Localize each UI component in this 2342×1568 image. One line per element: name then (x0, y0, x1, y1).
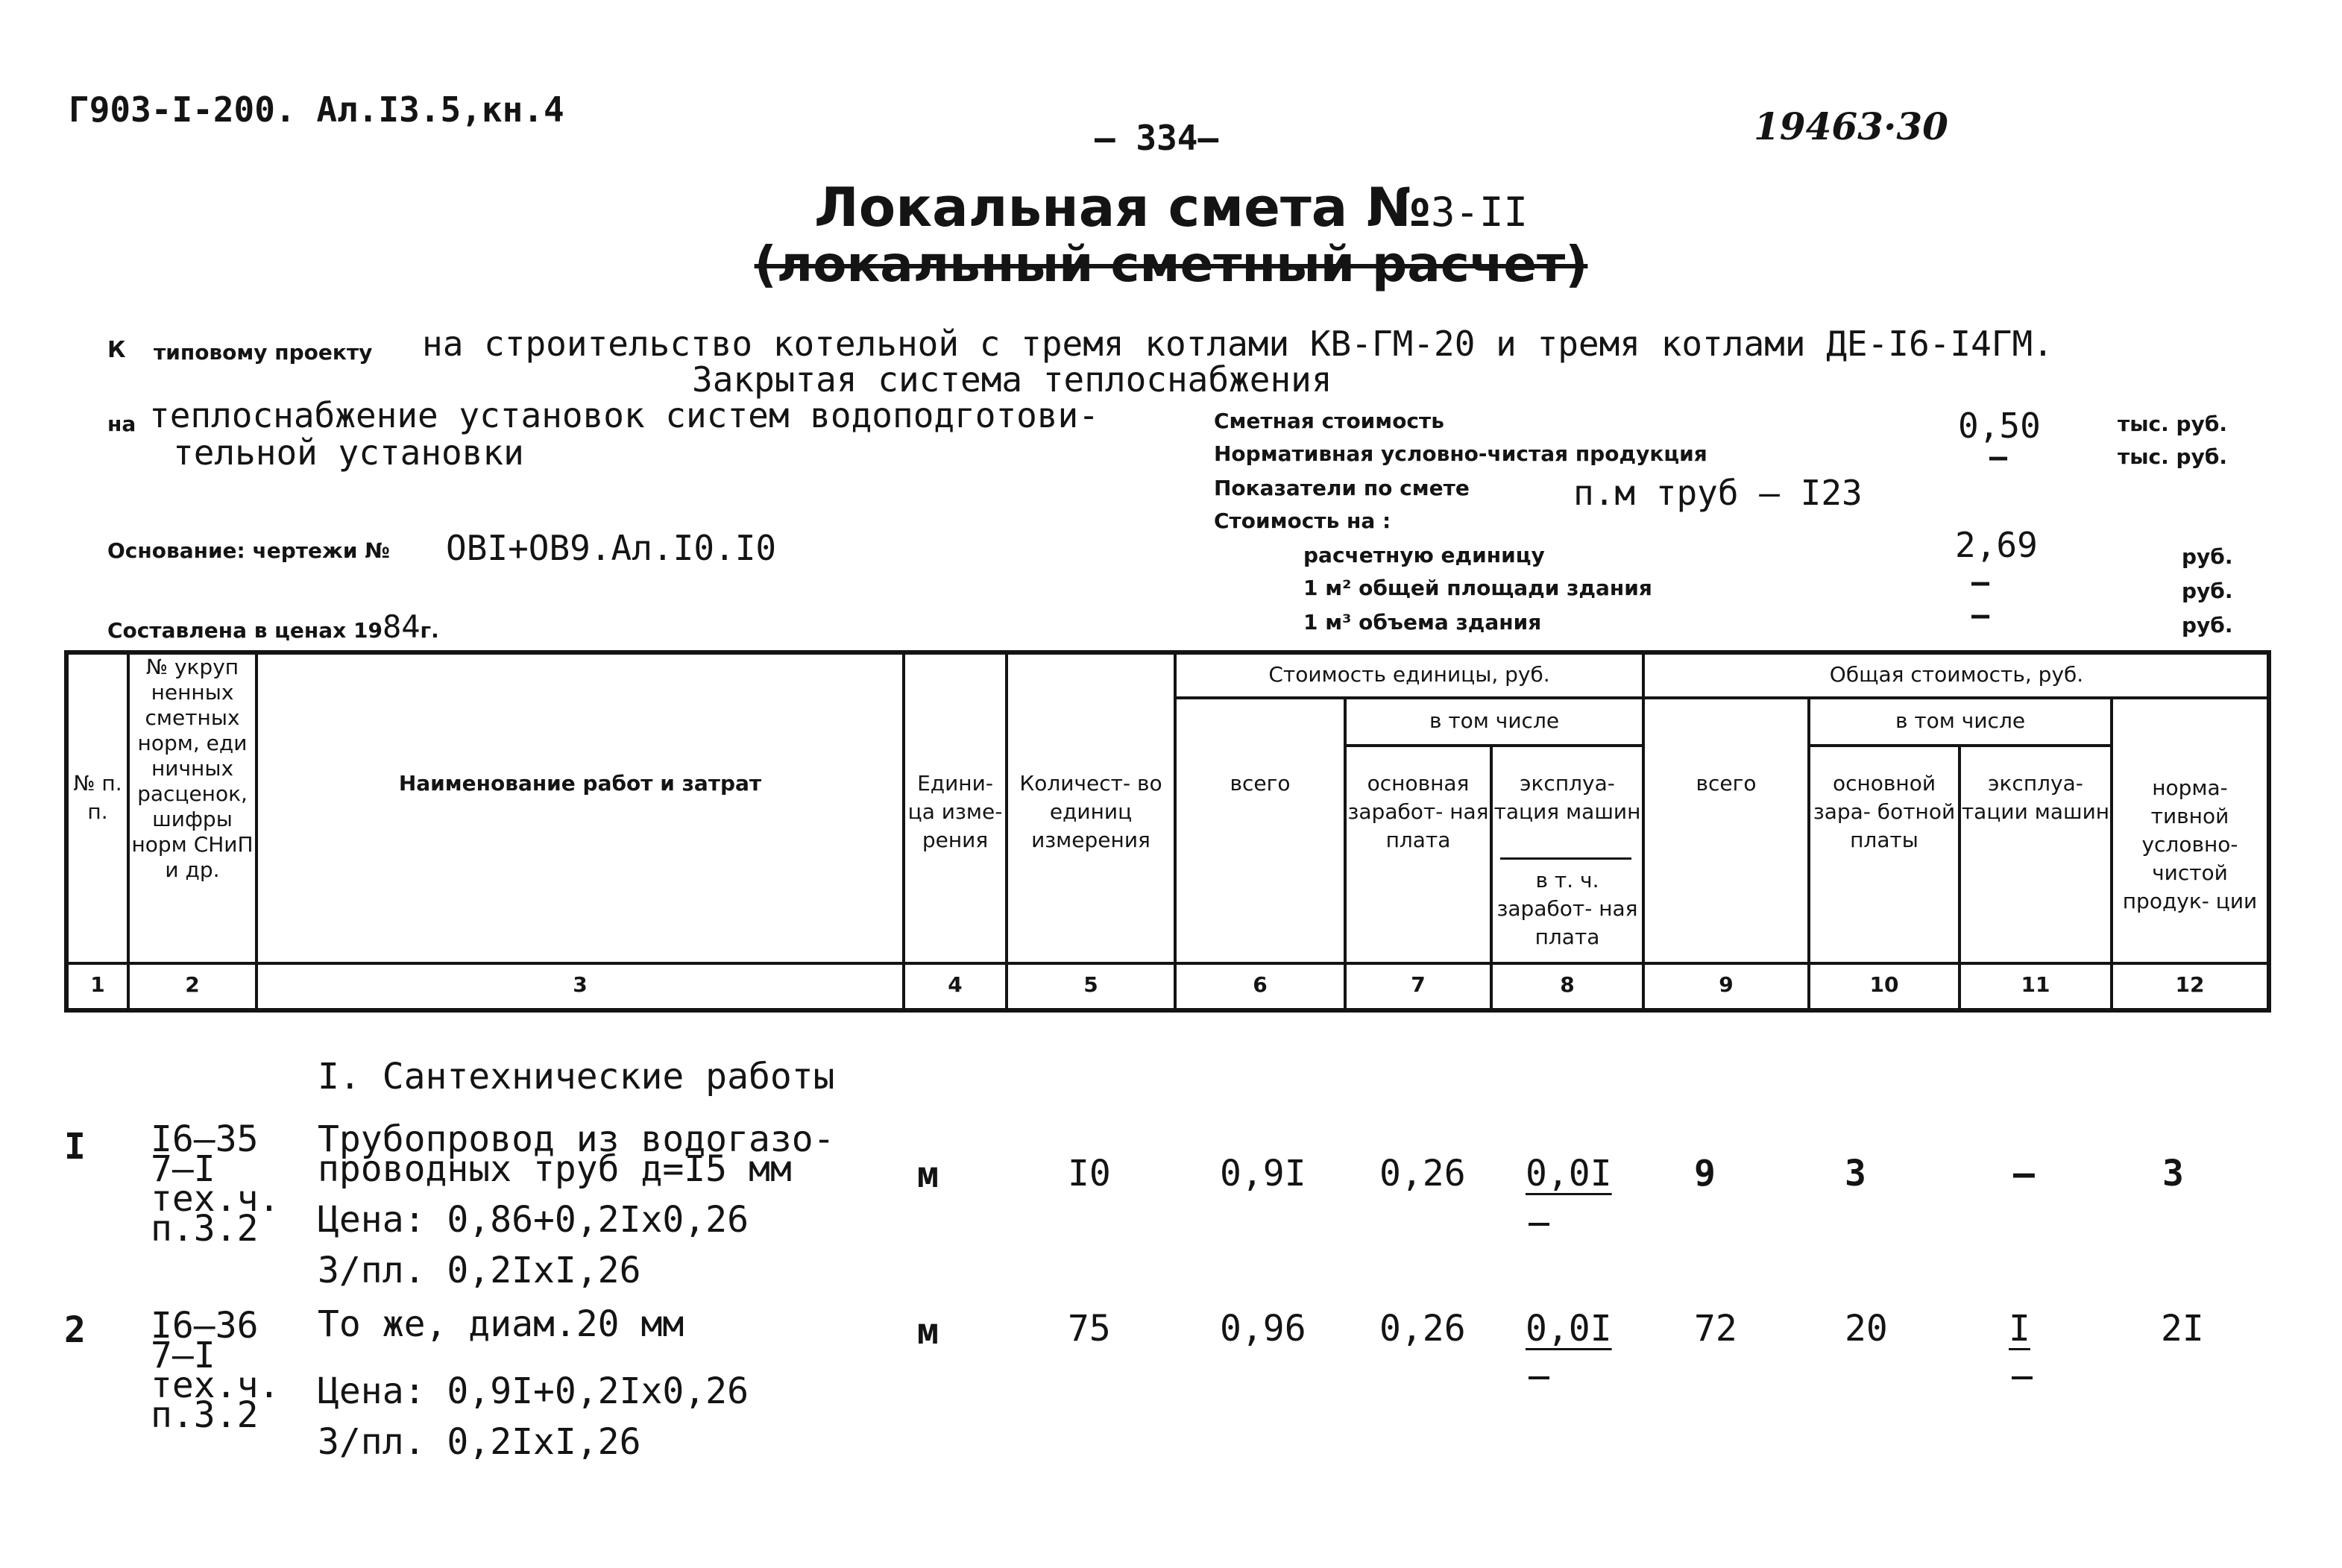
column-number-separator (64, 962, 2271, 965)
table-border-top (64, 650, 2271, 655)
row-uc-machine: 0,0I (1526, 1153, 1612, 1194)
header-tc-net: норма- тивной условно- чистой продук- ции (2122, 775, 2258, 913)
column-number: 6 (1253, 972, 1268, 997)
machine-wage-dash (1529, 1376, 1549, 1379)
column-number: 10 (1869, 972, 1899, 997)
col-divider (1642, 650, 1645, 1013)
cost-value: 0,50 (1958, 406, 2041, 446)
subject-prefix: на (107, 412, 136, 436)
volume-cost-label: 1 м³ объема здания (1303, 610, 1542, 635)
row-tc-total: 9 (1694, 1153, 1716, 1194)
page-title (0, 176, 2342, 239)
price-line: Цена: 0,86+0,2Iх0,26 (318, 1199, 749, 1241)
header-code: № укруп ненных сметных норм, еди ничных расценок, шифры норм СНиП и др. (131, 655, 254, 882)
name-line: То же, диам.20 мм (318, 1303, 684, 1345)
project-prefix: К (107, 337, 126, 363)
column-number: 11 (2021, 972, 2050, 997)
column-number: 3 (573, 972, 588, 997)
project-text-line1: на строительство котельной с тремя котлами КВ-ГМ-20 и тремя котлами ДЕ-I6-I4ГМ. (422, 324, 2053, 364)
col-divider (1174, 650, 1177, 1013)
row-name (318, 1118, 835, 1291)
net-product-label: Нормативная условно-чистая продукция (1214, 441, 1707, 466)
unit-cost-label: расчетную единицу (1303, 543, 1545, 567)
prices-text: Составлена в ценах (107, 618, 347, 643)
machine-wage-divider (1500, 857, 1631, 860)
subject-line2: тельной установки (173, 432, 524, 473)
subtitle-text: (локальный сметный расчет) (754, 236, 1588, 293)
prices-label (107, 608, 439, 645)
archive-number: 19463·30 (1754, 104, 1948, 148)
row-qty: 75 (1068, 1308, 1111, 1350)
header-uc-machine: эксплуа- тация машин (1493, 771, 1641, 824)
indicator-label: Показатели по смете (1214, 476, 1470, 500)
area-cost-label: 1 м² общей площади здания (1303, 576, 1652, 600)
page-number: — 334— (1095, 118, 1219, 158)
group-divider (1807, 744, 2110, 747)
price-line: Цена: 0,9I+0,2Iх0,26 (318, 1370, 749, 1412)
section-title: I. Сантехнические работы (318, 1056, 835, 1098)
row-uc-wage: 0,26 (1379, 1153, 1466, 1194)
col-divider (255, 650, 258, 1013)
name-line: проводных труб д=I5 мм (318, 1148, 792, 1190)
row-tc-total: 72 (1694, 1308, 1737, 1350)
basis-value: ОВI+ОВ9.Ал.I0.I0 (446, 528, 777, 568)
column-number: 2 (185, 972, 200, 997)
wage-line: З/пл. 0,2IхI,26 (318, 1421, 641, 1463)
column-number: 9 (1719, 972, 1734, 997)
header-incl-total-cost: в том числе (1895, 708, 2026, 733)
row-uc-total: 0,96 (1220, 1308, 1306, 1350)
machine-wage-dash (1529, 1223, 1549, 1226)
page-subtitle (0, 236, 2342, 293)
prices-year-unit: г. (420, 618, 439, 643)
header-uc-machine-wage: в т. ч. заработ- ная плата (1496, 868, 1638, 949)
basis-label: Основание: чертежи № (107, 538, 390, 563)
code-line: 7–I (151, 1148, 215, 1190)
row-code (151, 1305, 280, 1436)
cost-per-label: Стоимость на : (1214, 509, 1391, 533)
header-unit-cost-group: Стоимость единицы, руб. (1268, 662, 1550, 687)
indicator-value: п.м труб – I23 (1573, 473, 1863, 513)
row-qty: I0 (1068, 1153, 1111, 1194)
row-tc-wage: 20 (1845, 1308, 1888, 1350)
code-line: п.3.2 (151, 1208, 259, 1250)
document-code: Г903-I-200. Ал.I3.5,кн.4 (69, 89, 564, 130)
column-number: 12 (2175, 972, 2205, 997)
row-tc-machine: I (2009, 1308, 2030, 1350)
row-unit: м (917, 1311, 939, 1353)
group-divider (1642, 696, 2268, 699)
volume-cost-unit: руб. (2182, 613, 2233, 637)
row-code (151, 1118, 280, 1250)
unit-cost-unit: руб. (2182, 544, 2233, 569)
row-num: I (64, 1126, 86, 1168)
code-line: п.3.2 (151, 1394, 259, 1436)
cost-label: Сметная стоимость (1214, 409, 1444, 433)
project-text-line2: Закрытая система теплоснабжения (692, 359, 1332, 400)
row-name (318, 1303, 749, 1463)
table-border-bottom (64, 1008, 2271, 1013)
code-line: тех.ч. (151, 1364, 280, 1406)
header-qty: Количест- во единиц измерения (1019, 771, 1162, 852)
header-tc-total: всего (1696, 771, 1757, 796)
row-tc-wage: 3 (1845, 1153, 1866, 1194)
row-num: 2 (64, 1309, 86, 1351)
code-line: 7–I (151, 1335, 215, 1376)
header-tc-wage: основной зара- ботной платы (1813, 771, 1956, 852)
header-tc-machine: эксплуа- тации машин (1961, 771, 2110, 824)
header-uc-wage: основная заработ- ная плата (1347, 771, 1489, 852)
row-tc-machine: – (2013, 1153, 2035, 1194)
header-unit: Едини- ца изме- рения (907, 771, 1003, 852)
area-cost-value: – (1971, 565, 1990, 599)
area-cost-unit: руб. (2182, 579, 2233, 603)
cost-unit: тыс. руб. (2118, 412, 2228, 436)
estimate-table-header (64, 650, 2271, 1013)
header-num: № п. п. (73, 771, 122, 824)
prices-year-prefix: 19 (353, 618, 383, 643)
machine-wage-total-dash (2012, 1376, 2033, 1379)
volume-cost-value: – (1971, 598, 1990, 632)
net-product-value: – (1989, 440, 2008, 474)
row-unit: м (917, 1154, 939, 1196)
unit-cost-value: 2,69 (1955, 525, 2038, 565)
code-line: I6–35 (151, 1118, 259, 1160)
code-line: тех.ч. (151, 1178, 280, 1220)
row-uc-machine: 0,0I (1526, 1308, 1612, 1350)
table-border-left (64, 650, 69, 1013)
column-number: 7 (1411, 972, 1426, 997)
row-tc-net: 3 (2162, 1153, 2184, 1194)
table-border-right (2267, 650, 2271, 1013)
column-number: 8 (1560, 972, 1575, 997)
row-tc-net: 2I (2161, 1308, 2204, 1350)
project-label: типовому проекту (154, 340, 373, 365)
name-line: Трубопровод из водогазо- (318, 1118, 835, 1160)
row-uc-wage: 0,26 (1379, 1308, 1466, 1350)
header-total-cost-group: Общая стоимость, руб. (1829, 662, 2084, 687)
header-incl-unit-cost: в том числе (1429, 708, 1560, 733)
code-line: I6–36 (151, 1305, 259, 1347)
subject-line1: теплоснабжение установок систем водоподготови- (149, 395, 1099, 435)
title-number: 3-II (1430, 189, 1529, 236)
net-product-unit: тыс. руб. (2118, 444, 2228, 469)
column-number: 5 (1083, 972, 1098, 997)
column-number: 4 (948, 972, 963, 997)
group-divider (1344, 744, 1642, 747)
title-text: Локальная смета № (813, 176, 1431, 239)
column-number: 1 (90, 972, 105, 997)
wage-line: З/пл. 0,2IхI,26 (318, 1250, 641, 1291)
group-divider (1174, 696, 1642, 699)
prices-year-suffix: 84 (382, 608, 421, 645)
header-name: Наименование работ и затрат (398, 771, 762, 796)
row-uc-total: 0,9I (1220, 1153, 1306, 1194)
header-uc-total: всего (1230, 771, 1291, 796)
